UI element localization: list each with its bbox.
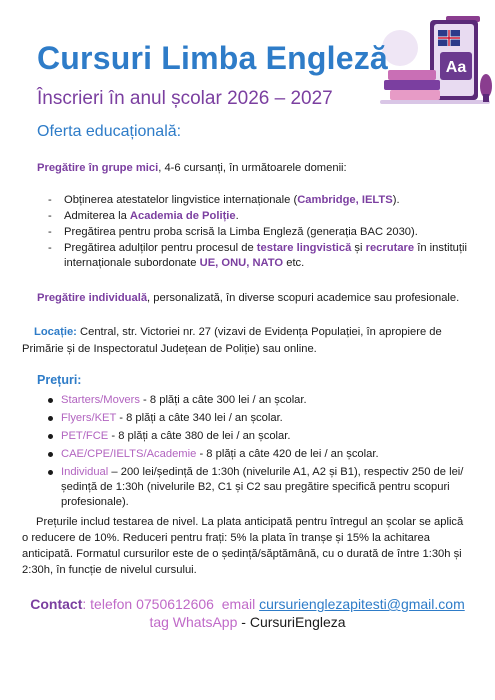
location-paragraph: Locație: Central, str. Victoriei nr. 27 (vizavi de Evidența Populației, în apropiere de Primărie și de Inspectoratul Județean de Poliție) sau online. bbox=[22, 326, 442, 355]
prices-list bbox=[48, 393, 468, 513]
price-item: PET/FCE - 8 plăți a câte 380 de lei / an școlar. bbox=[48, 429, 468, 444]
email-link[interactable]: cursurienglezapitesti@gmail.com bbox=[259, 596, 465, 612]
notes-paragraph: Prețurile includ testarea de nivel. La plata anticipată pentru întregul an școlar se aplică o reducere de 10%. Reduceri pentru frați: 5% la plata în tranșe și 15% la achitarea anticipată. Formatul cursurilor este de o ședință/săptămână, cu o durată de între 1:30h și 2:30h, în funcție de nivelul cursului. bbox=[22, 516, 464, 576]
group-domains-list bbox=[48, 193, 468, 272]
whatsapp-label: tag WhatsApp bbox=[149, 614, 238, 630]
whatsapp-line: tag WhatsApp - CursuriEngleza bbox=[149, 614, 346, 630]
contact-line: Contact: telefon 0750612606 email cursurienglezapitesti@gmail.com bbox=[30, 596, 465, 612]
badge-text: Aa bbox=[445, 59, 467, 76]
list-item: - Pregătirea adulților pentru procesul de testare lingvistică și recrutare în instituții internaționale subordonate UE, ONU, NATO etc. bbox=[48, 241, 468, 271]
page-title: Cursuri Limba Engleză bbox=[37, 40, 388, 76]
group-intro bbox=[37, 160, 467, 176]
offer-heading: Oferta educațională: bbox=[37, 123, 182, 140]
location-label: Locație: bbox=[34, 326, 77, 338]
price-item: Flyers/KET - 8 plăți a câte 340 lei / an școlar. bbox=[48, 411, 468, 426]
price-item: Individual – 200 lei/ședință de 1:30h (nivelurile A1, A2 și B1), respectiv 250 de lei/ședință de 1:30h (nivelurile B2, C1 și C2 sau pregătire specifică pentru scopuri profesionale). bbox=[48, 465, 468, 510]
group-text: , 4-6 cursanți, în următoarele domenii: bbox=[158, 162, 347, 174]
list-item: - Admiterea la Academia de Poliție. bbox=[48, 209, 468, 224]
price-item: CAE/CPE/IELTS/Academie - 8 plăți a câte 420 de lei / an școlar. bbox=[48, 447, 468, 462]
contact-label: Contact bbox=[30, 596, 83, 612]
group-label: Pregătire în grupe mici bbox=[37, 162, 159, 174]
list-item: - Pregătirea pentru proba scrisă la Limba Engleză (generația BAC 2030). bbox=[48, 225, 468, 240]
page-subtitle: Înscrieri în anul școlar 2026 – 2027 bbox=[37, 88, 333, 109]
list-item: - Obținerea atestatelor lingvistice internaționale (Cambridge, IELTS). bbox=[48, 193, 468, 208]
price-item: Starters/Movers - 8 plăți a câte 300 lei / an școlar. bbox=[48, 393, 468, 408]
phone-number: 0750612606 bbox=[136, 596, 214, 612]
prices-heading: Prețuri: bbox=[37, 373, 82, 387]
whatsapp-handle: CursuriEngleza bbox=[249, 614, 346, 630]
individual-paragraph: Pregătire individuală, personalizată, în diverse scopuri academice sau profesionale. bbox=[37, 292, 460, 304]
individual-label: Pregătire individuală bbox=[37, 292, 148, 304]
